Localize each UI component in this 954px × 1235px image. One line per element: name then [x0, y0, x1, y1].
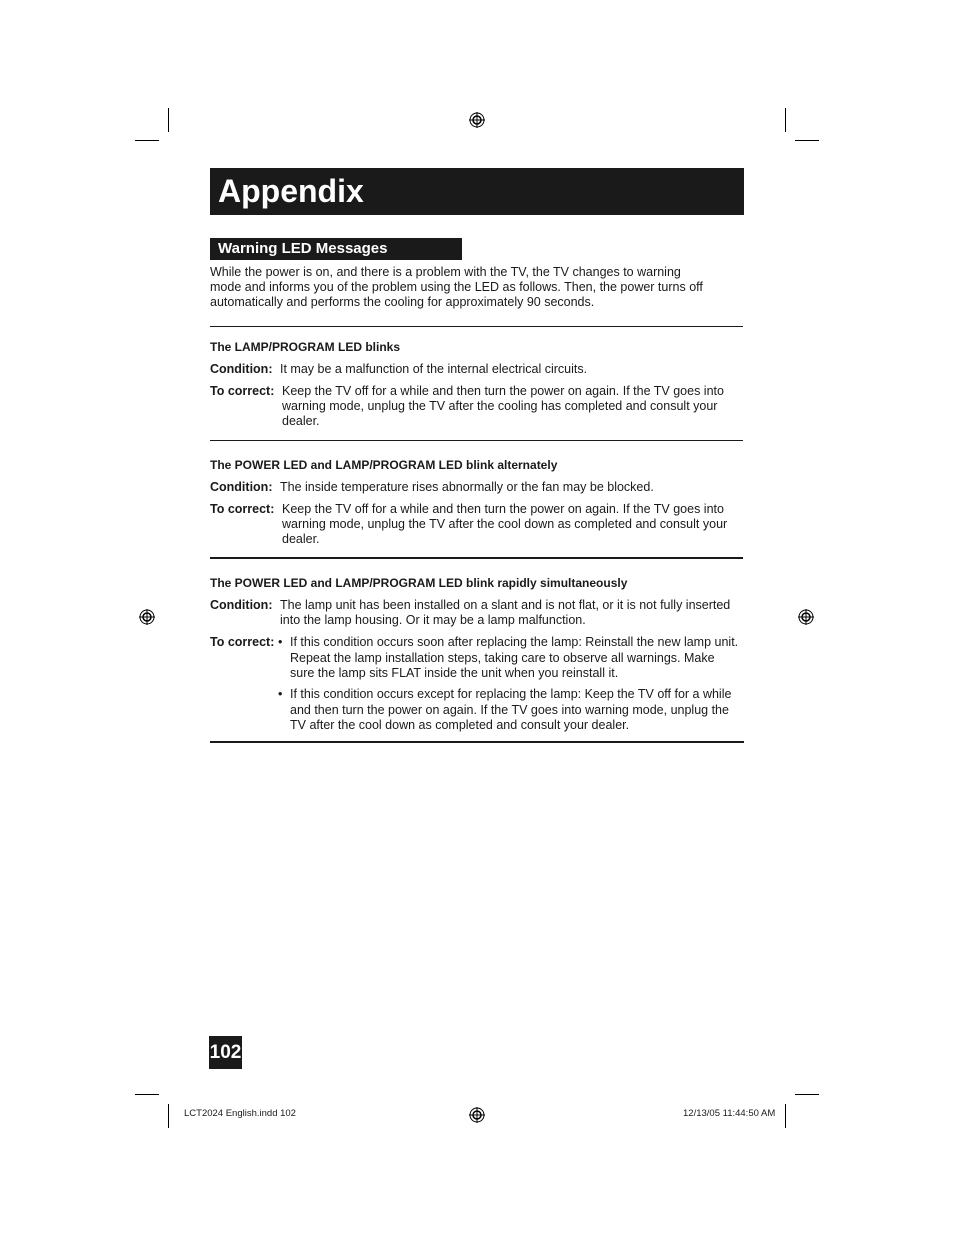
- crop-mark: [785, 1104, 786, 1128]
- bullet-line: If this condition occurs except for replacing the lamp: Keep the TV off for a while: [290, 687, 732, 701]
- intro-line: mode and informs you of the problem using the LED as follows. Then, the power turns off: [210, 280, 703, 294]
- condition-row: [210, 362, 745, 377]
- crop-mark: [135, 140, 159, 141]
- footer-file: LCT2024 English.indd 102: [184, 1108, 296, 1119]
- crop-mark: [168, 108, 169, 132]
- crop-mark: [168, 1104, 169, 1128]
- crop-mark: [795, 140, 819, 141]
- condition-text: It may be a malfunction of the internal electrical circuits.: [280, 362, 588, 376]
- correct-text: [282, 384, 744, 429]
- correct-row: [210, 502, 745, 547]
- page-number: 102: [209, 1036, 242, 1069]
- list-item: [278, 687, 748, 734]
- bullet-line: and then turn the power on again. If the TV goes into warning mode, unplug the: [290, 702, 729, 717]
- bullet-line: If this condition occurs soon after replacing the lamp: Reinstall the new lamp unit.: [290, 635, 739, 649]
- bullet-marker: •: [278, 635, 283, 649]
- correct-label: To correct:: [210, 384, 275, 398]
- correct-line: warning mode, unplug the TV after the cooling has completed and consult your: [282, 399, 718, 413]
- footer-timestamp: 12/13/05 11:44:50 AM: [683, 1108, 776, 1119]
- correct-text: [282, 502, 744, 547]
- condition-label: Condition:: [210, 598, 273, 612]
- bullet-marker: •: [278, 687, 283, 701]
- bullet-text: [290, 635, 746, 682]
- section-title: Warning LED Messages: [210, 238, 462, 260]
- registration-mark-icon: [139, 609, 155, 625]
- crop-mark: [795, 1094, 819, 1095]
- divider: [210, 440, 743, 441]
- intro-line: While the power is on, and there is a problem with the TV, the TV changes to warning: [210, 265, 681, 279]
- registration-mark-icon: [469, 112, 485, 128]
- correct-line: warning mode, unplug the TV after the cool down as completed and consult your: [282, 517, 728, 531]
- divider: [210, 741, 744, 743]
- intro-line: automatically and performs the cooling for approximately 90 seconds.: [210, 295, 595, 309]
- bullet-line: TV after the cool down as completed and consult your dealer.: [290, 718, 630, 732]
- registration-mark-icon: [798, 609, 814, 625]
- page-title: Appendix: [210, 168, 744, 215]
- correct-line: dealer.: [282, 532, 320, 546]
- correct-label: To correct:: [210, 635, 275, 649]
- correct-line: Keep the TV off for a while and then turn the power on again. If the TV goes into: [282, 502, 724, 516]
- correct-line: Keep the TV off for a while and then turn the power on again. If the TV goes into: [282, 384, 724, 398]
- correct-label: To correct:: [210, 502, 275, 516]
- bullet-line: Repeat the lamp installation steps, taking care to observe all warnings. Make: [290, 650, 715, 665]
- divider: [210, 557, 743, 559]
- condition-label: Condition:: [210, 362, 273, 376]
- condition-text: [280, 598, 744, 628]
- list-item: [278, 635, 748, 682]
- crop-mark: [785, 108, 786, 132]
- bullet-line: sure the lamp sits FLAT inside the unit when you reinstall it.: [290, 666, 619, 680]
- condition-line: into the lamp housing. Or it may be a lamp malfunction.: [280, 613, 586, 627]
- block-heading: The LAMP/PROGRAM LED blinks: [210, 340, 401, 354]
- block-heading: The POWER LED and LAMP/PROGRAM LED blink rapidly simultaneously: [210, 576, 628, 590]
- condition-label: Condition:: [210, 480, 273, 494]
- block-heading: The POWER LED and LAMP/PROGRAM LED blink alternately: [210, 458, 558, 472]
- correct-row: [210, 384, 745, 429]
- bullet-text: [290, 687, 746, 734]
- registration-mark-icon: [469, 1107, 485, 1123]
- correct-line: dealer.: [282, 414, 320, 428]
- condition-line: The lamp unit has been installed on a slant and is not flat, or it is not fully inserted: [280, 598, 731, 612]
- condition-text: The inside temperature rises abnormally or the fan may be blocked.: [280, 480, 654, 494]
- crop-mark: [135, 1094, 159, 1095]
- condition-row: [210, 598, 745, 628]
- condition-row: [210, 480, 745, 495]
- divider: [210, 326, 743, 327]
- intro-paragraph: [210, 265, 730, 310]
